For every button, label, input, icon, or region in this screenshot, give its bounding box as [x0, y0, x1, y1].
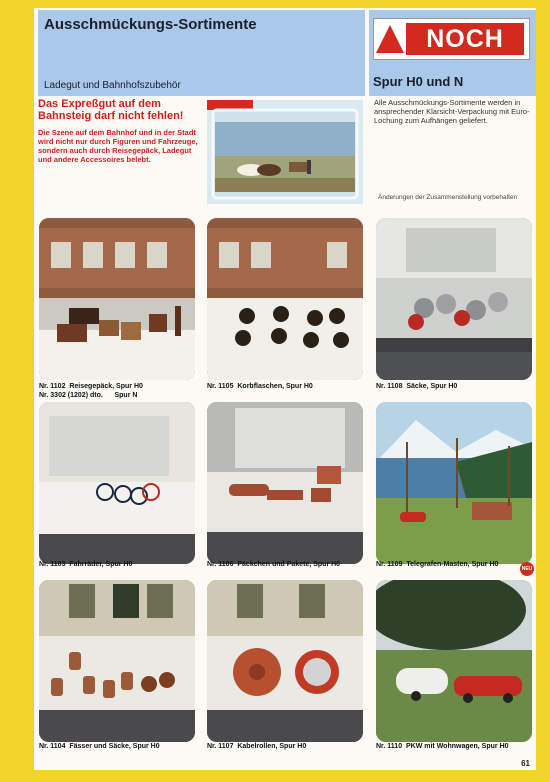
- product-photo-pkw-wohnwagen: [376, 580, 532, 742]
- logo-triangle-icon: [376, 25, 404, 53]
- product-photo-telegrafen-masten: [376, 402, 532, 564]
- change-note: Änderungen der Zusammenstellung vorbehalten: [378, 194, 518, 201]
- product-caption-1109: Nr. 1109 Telegrafen-Masten, Spur H0: [376, 561, 499, 568]
- product-caption-1105: Nr. 1105 Korbflaschen, Spur H0: [207, 383, 313, 390]
- noch-logo: [373, 18, 530, 60]
- product-caption-1102: Nr. 1102 Reisegepäck, Spur H0 Nr. 3302 (1202) dto. Spur N: [39, 383, 143, 399]
- product-photo-kabelrollen: [207, 580, 363, 742]
- intro-headline: Das Expreßgut auf dem Bahnsteig darf nicht fehlen!: [38, 98, 184, 122]
- product-photo-reisegepaeck: [39, 218, 195, 380]
- product-caption-1104: Nr. 1104 Fässer und Säcke, Spur H0: [39, 743, 160, 750]
- product-caption-1106: Nr. 1106 Päckchen und Pakete, Spur H0: [207, 561, 341, 568]
- logo-text: NOCH: [406, 23, 524, 55]
- packaging-photo: [207, 100, 363, 204]
- product-caption-1110: Nr. 1110 PKW mit Wohnwagen, Spur H0: [376, 743, 509, 750]
- product-photo-paeckchen: [207, 402, 363, 564]
- intro-text: Die Szene auf dem Bahnhof und in der Stadt wird nicht nur durch Figuren und Fahrzeuge, sondern auch durch Reisegepäck, Ladegut und andere Accessoires belebt.: [38, 128, 198, 164]
- header-banner: [38, 10, 365, 96]
- new-badge: NEU: [520, 562, 534, 576]
- page-subtitle: Ladegut und Bahnhofszubehör: [44, 80, 181, 91]
- page-number: 61: [521, 759, 530, 768]
- packaging-note: Alle Ausschmückungs-Sortimente werden in ansprechender Klarsicht-Verpackung mit Euro-Lochung zum Aufhängen geliefert.: [374, 98, 530, 125]
- product-caption-1107: Nr. 1107 Kabelrollen, Spur H0: [207, 743, 307, 750]
- product-caption-1103: Nr. 1103 Fahrräder, Spur H0: [39, 561, 133, 568]
- scale-label: Spur H0 und N: [373, 74, 464, 89]
- product-photo-faesser: [39, 580, 195, 742]
- page-title: Ausschmückungs-Sortimente: [44, 16, 257, 33]
- product-photo-fahrraeder: [39, 402, 195, 564]
- product-caption-1108: Nr. 1108 Säcke, Spur H0: [376, 383, 458, 390]
- product-photo-saecke: [376, 218, 532, 380]
- product-photo-korbflaschen: [207, 218, 363, 380]
- header-brand-panel: [369, 10, 536, 96]
